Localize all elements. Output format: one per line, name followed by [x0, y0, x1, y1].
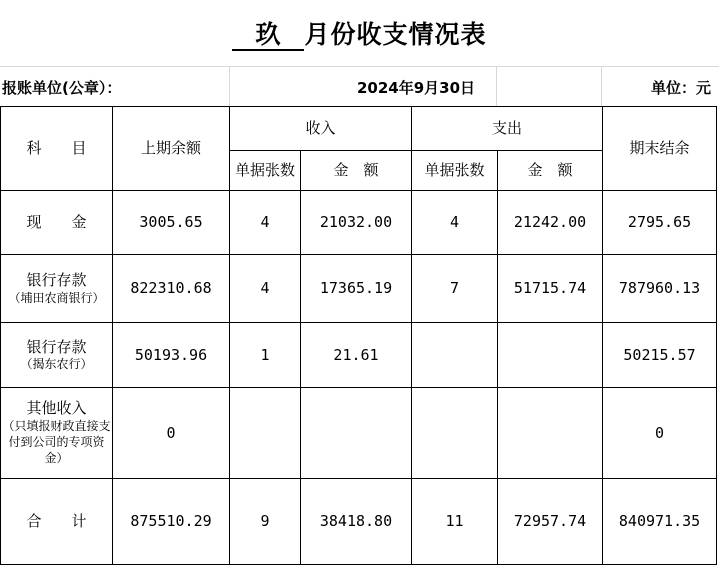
table-row	[1, 323, 717, 388]
cell-end-balance: 2795.65	[603, 191, 717, 255]
header-income-amount: 金 额	[301, 151, 412, 191]
header-income: 收入	[230, 107, 412, 151]
total-expense-count: 11	[412, 479, 498, 565]
total-row	[1, 479, 717, 565]
total-prev-balance: 875510.29	[113, 479, 230, 565]
row-subject-label: 现 金	[26, 213, 87, 232]
row-subject-note: （只填报财政直接支付到公司的专项资金）	[2, 419, 111, 466]
cell-end-balance: 50215.57	[603, 323, 717, 388]
reporting-unit-label: 报账单位(公章）：	[2, 79, 122, 97]
table-row	[1, 388, 717, 479]
header-prev-balance: 上期余额	[113, 107, 230, 191]
header-row-1	[1, 107, 717, 151]
total-expense-amount: 72957.74	[498, 479, 603, 565]
header-expense-amount: 金 额	[498, 151, 603, 191]
currency-unit: 单位：元	[650, 79, 711, 97]
cell-end-balance: 0	[603, 388, 717, 479]
row-subject-label: 银行存款	[26, 271, 87, 290]
cell-expense-amount: 21242.00	[498, 191, 603, 255]
total-income-count: 9	[230, 479, 301, 565]
row-subject	[1, 323, 113, 388]
row-subject-label: 银行存款	[26, 337, 87, 356]
total-label: 合 计	[1, 479, 113, 565]
cell-expense-count	[412, 388, 498, 479]
table-row	[1, 191, 717, 255]
cell-prev-balance: 822310.68	[113, 255, 230, 323]
row-subject	[1, 255, 113, 323]
cell-income-count: 4	[230, 191, 301, 255]
cell-income-count: 4	[230, 255, 301, 323]
cell-prev-balance: 50193.96	[113, 323, 230, 388]
header-subject: 科 目	[1, 107, 113, 191]
title-bar	[0, 0, 719, 66]
cell-income-amount: 21032.00	[301, 191, 412, 255]
cell-expense-count	[412, 323, 498, 388]
cell-expense-count: 4	[412, 191, 498, 255]
cell-income-amount	[301, 388, 412, 479]
info-row	[0, 66, 719, 106]
page-title	[232, 15, 486, 51]
cell-expense-count: 7	[412, 255, 498, 323]
header-end-balance: 期末结余	[603, 107, 717, 191]
row-subject	[1, 191, 113, 255]
table-row	[1, 255, 717, 323]
cell-expense-amount	[498, 323, 603, 388]
title-suffix: 月份收支情况表	[304, 20, 487, 49]
cell-prev-balance: 0	[113, 388, 230, 479]
row-subject-note: （埔田农商银行）	[8, 290, 105, 305]
row-subject-label: 其他收入	[26, 399, 87, 418]
cell-income-amount: 17365.19	[301, 255, 412, 323]
row-subject	[1, 388, 113, 479]
report-date: 2024年9月30日	[356, 79, 476, 97]
total-end-balance: 840971.35	[603, 479, 717, 565]
cell-income-count: 1	[230, 323, 301, 388]
cell-income-count	[230, 388, 301, 479]
cell-income-amount: 21.61	[301, 323, 412, 388]
total-income-amount: 38418.80	[301, 479, 412, 565]
row-subject-note: （揭东农行）	[20, 357, 93, 372]
header-expense-count: 单据张数	[412, 151, 498, 191]
income-expense-table	[0, 106, 717, 565]
header-income-count: 单据张数	[230, 151, 301, 191]
cell-prev-balance: 3005.65	[113, 191, 230, 255]
cell-expense-amount	[498, 388, 603, 479]
title-month: 玖	[232, 21, 304, 51]
cell-expense-amount: 51715.74	[498, 255, 603, 323]
header-expense: 支出	[412, 107, 603, 151]
cell-end-balance: 787960.13	[603, 255, 717, 323]
